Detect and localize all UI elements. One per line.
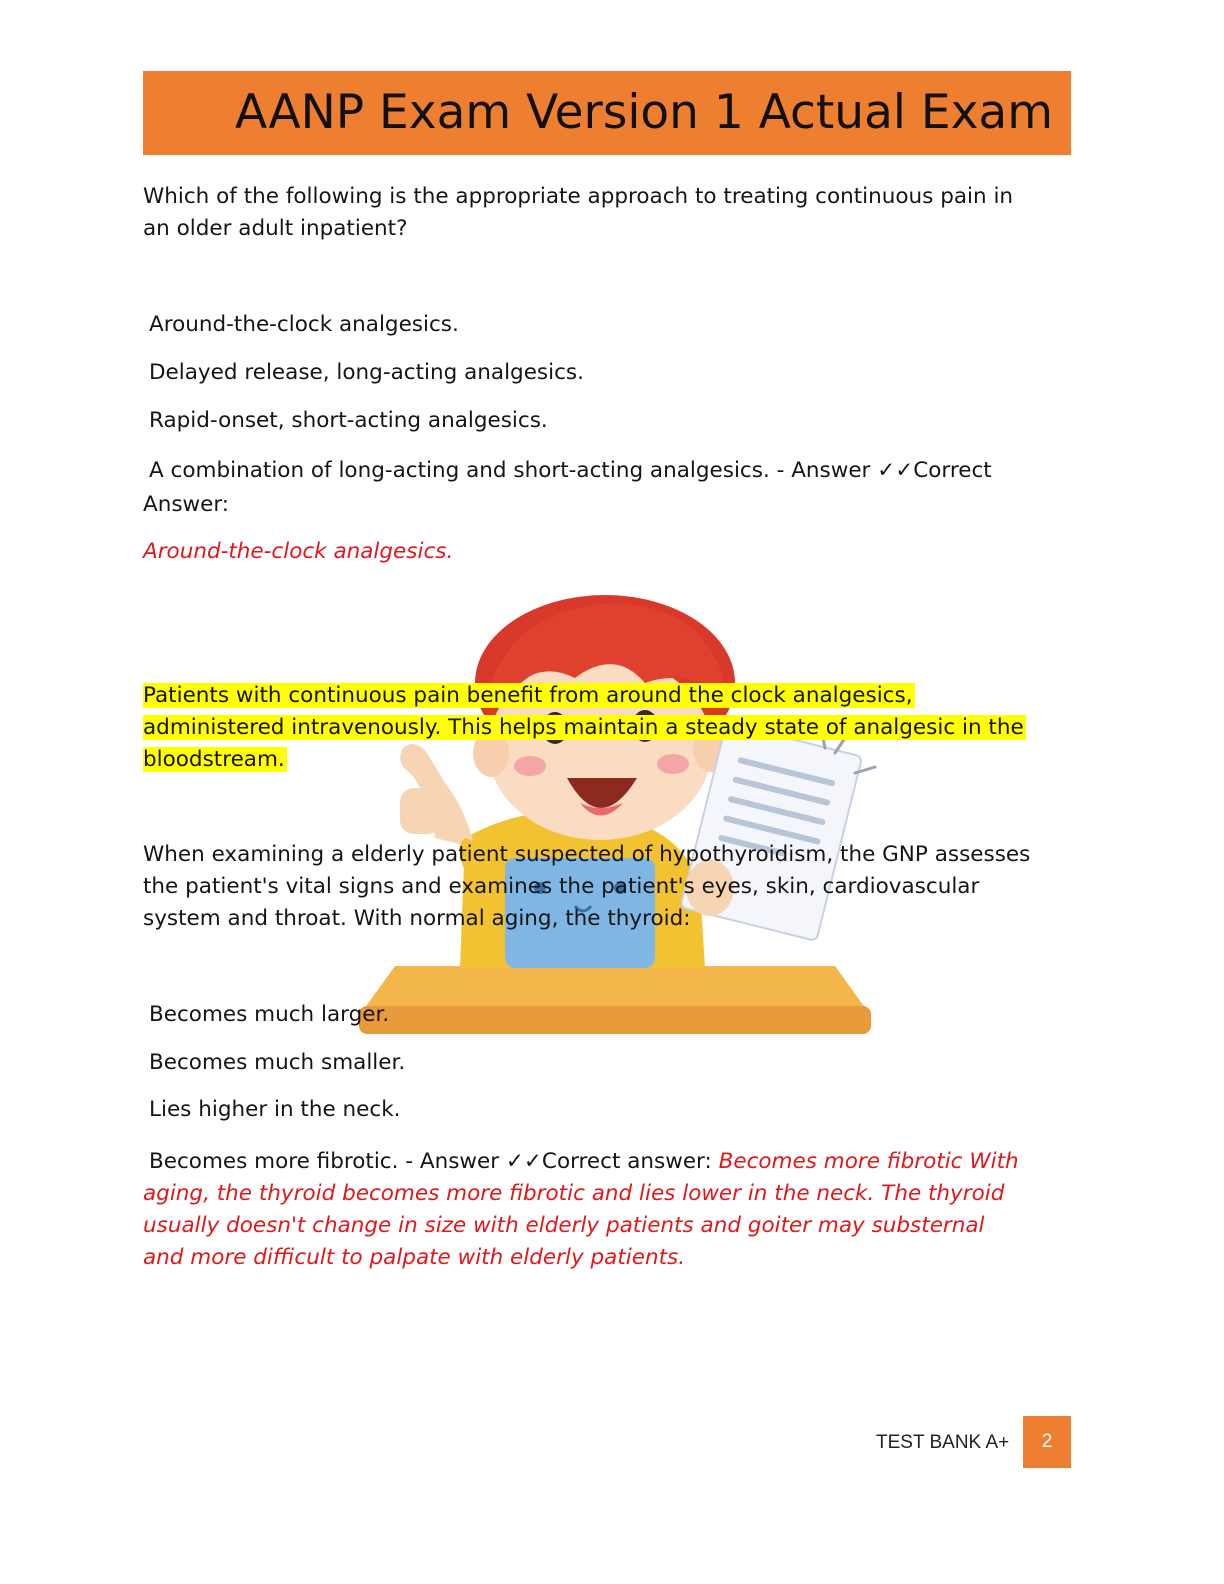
student-illustration-icon: [355, 588, 895, 1048]
answer-label: Answer:: [143, 492, 230, 517]
question-text-line: the patient's vital signs and examines the patient's eyes, skin, cardiovascular: [143, 874, 980, 899]
answer-option: Delayed release, long-acting analgesics.: [149, 360, 584, 385]
explanation-line: [143, 680, 1073, 712]
highlighted-text: administered intravenously. This helps maintain a steady state of analgesic in the: [143, 715, 1024, 740]
explanation-line: [143, 744, 1073, 776]
title-banner: [143, 71, 1071, 155]
page-number-box: [1023, 1416, 1071, 1468]
question-text-line: an older adult inpatient?: [143, 216, 408, 241]
correct-answer: Around-the-clock analgesics.: [143, 539, 454, 564]
correct-answer: Becomes more fibrotic With: [718, 1149, 1019, 1174]
question-text-line: system and throat. With normal aging, the thyroid:: [143, 906, 691, 931]
highlighted-text: Patients with continuous pain benefit from around the clock analgesics,: [143, 683, 913, 708]
answer-option: Becomes much larger.: [149, 1002, 390, 1027]
question-text-line: Which of the following is the appropriate approach to treating continuous pain in: [143, 184, 1014, 209]
correct-answer-line: and more difficult to palpate with elderly patients.: [143, 1245, 686, 1270]
correct-answer-line: aging, the thyroid becomes more fibrotic and lies lower in the neck. The thyroid: [143, 1181, 1005, 1206]
question-text-line: When examining a elderly patient suspected of hypothyroidism, the GNP assesses: [143, 842, 1031, 867]
answer-option: Becomes much smaller.: [149, 1050, 406, 1075]
page-title: AANP Exam Version 1 Actual Exam: [235, 85, 1053, 140]
highlighted-text: bloodstream.: [143, 747, 285, 772]
footer-label: TEST BANK A+: [876, 1432, 1010, 1453]
explanation-line: [143, 712, 1073, 744]
correct-answer-line: usually doesn't change in size with elderly patients and goiter may substernal: [143, 1213, 985, 1238]
answer-option-with-answer: [149, 1146, 1079, 1178]
answer-option: Around-the-clock analgesics.: [149, 312, 459, 337]
answer-option: Rapid-onset, short-acting analgesics.: [149, 408, 548, 433]
answer-option: Lies higher in the neck.: [149, 1097, 401, 1122]
answer-option: Becomes more fibrotic. - Answer ✓✓Correct answer:: [149, 1149, 719, 1174]
page-number: 2: [1041, 1431, 1053, 1452]
answer-option: A combination of long-acting and short-acting analgesics. - Answer ✓✓Correct: [149, 458, 992, 483]
